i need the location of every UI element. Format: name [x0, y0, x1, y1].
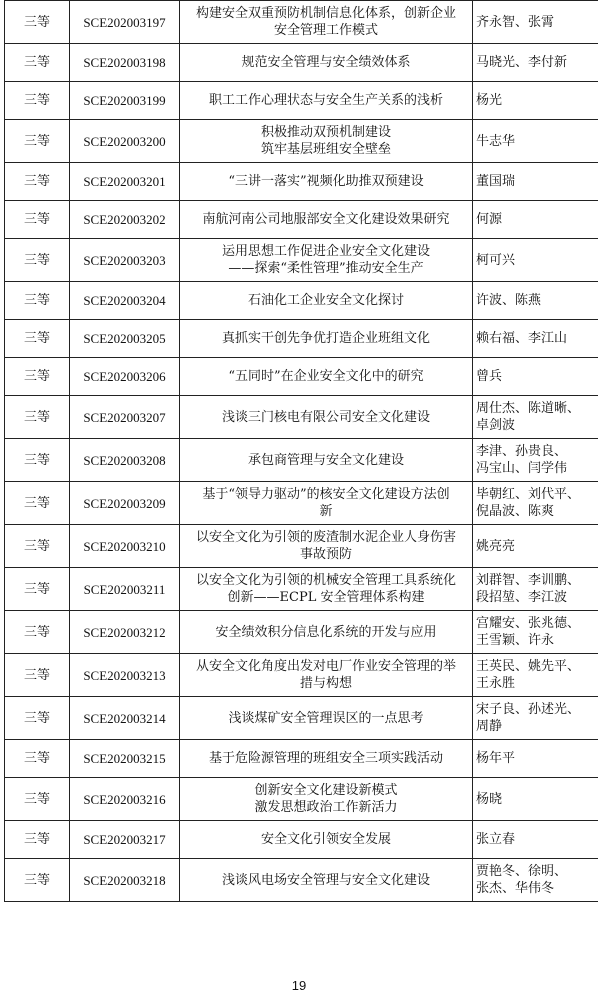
paper-title-cell — [180, 201, 473, 239]
entry-number-cell: SCE202003215 — [70, 740, 180, 778]
award-grade-cell: 三等 — [5, 358, 70, 396]
table-row — [5, 568, 598, 611]
entry-number-cell: SCE202003207 — [70, 396, 180, 439]
paper-title-cell — [180, 396, 473, 439]
title-line: 措与构想 — [299, 676, 352, 691]
authors-cell — [473, 525, 598, 568]
table-row — [5, 525, 598, 568]
table-row — [5, 396, 598, 439]
table-row — [5, 778, 598, 821]
authors-line: 宫耀安、张兆德、 — [476, 616, 581, 631]
paper-title-cell — [180, 239, 473, 282]
title-line: 新 — [319, 504, 333, 519]
table-row — [5, 320, 598, 358]
page-number: 19 — [291, 978, 307, 993]
title-line: “三讲一落实”视频化助推双预建设 — [228, 174, 424, 189]
award-grade-cell: 三等 — [5, 740, 70, 778]
paper-title-cell — [180, 358, 473, 396]
authors-line: 杨光 — [476, 93, 503, 108]
authors-cell — [473, 82, 598, 120]
paper-title-cell — [180, 740, 473, 778]
authors-line: 何源 — [476, 212, 503, 227]
authors-line: 周仕杰、陈道晰、 — [476, 401, 581, 416]
authors-line: 牛志华 — [476, 133, 516, 149]
table-row — [5, 482, 598, 525]
authors-cell — [473, 163, 598, 201]
authors-line: 贾艳冬、徐明、 — [476, 864, 568, 879]
awards-table — [4, 0, 598, 902]
title-line: 基于危险源管理的班组安全三项实践活动 — [208, 751, 443, 766]
table-row — [5, 439, 598, 482]
title-line: 安全管理工作模式 — [273, 23, 378, 38]
award-grade-cell: 三等 — [5, 482, 70, 525]
authors-cell — [473, 120, 598, 163]
entry-number-cell: SCE202003212 — [70, 611, 180, 654]
award-grade-cell: 三等 — [5, 1, 70, 44]
paper-title-cell — [180, 654, 473, 697]
title-line: 浅谈风电场安全管理与安全文化建设 — [221, 872, 430, 888]
entry-number-cell: SCE202003213 — [70, 654, 180, 697]
title-line: 安全文化引领安全发展 — [260, 832, 391, 847]
title-line: 基于“领导力驱动”的核安全文化建设方法创 — [202, 487, 450, 502]
paper-title-cell — [180, 821, 473, 859]
title-line: 浅谈煤矿安全管理误区的一点思考 — [228, 710, 424, 726]
title-line: 职工工作心理状态与安全生产关系的浅析 — [208, 93, 443, 108]
paper-title-cell — [180, 697, 473, 740]
title-line: ——探索“柔性管理”推动安全生产 — [228, 261, 424, 276]
authors-line: 毕朝红、刘代平、 — [476, 487, 581, 502]
entry-number-cell: SCE202003197 — [70, 1, 180, 44]
authors-cell — [473, 611, 598, 654]
entry-number-cell: SCE202003216 — [70, 778, 180, 821]
authors-cell — [473, 439, 598, 482]
paper-title-cell — [180, 859, 473, 902]
authors-cell — [473, 859, 598, 902]
title-line: 以安全文化为引领的机械安全管理工具系统化 — [195, 573, 456, 588]
title-line: 构建安全双重预防机制信息化体系，创新企业 — [195, 6, 456, 21]
table-row — [5, 282, 598, 320]
table-row — [5, 859, 598, 902]
authors-cell — [473, 282, 598, 320]
title-line: 从安全文化角度出发对电厂作业安全管理的举 — [195, 659, 456, 674]
award-grade-cell: 三等 — [5, 697, 70, 740]
award-grade-cell: 三等 — [5, 525, 70, 568]
table-row — [5, 44, 598, 82]
paper-title-cell — [180, 778, 473, 821]
authors-line: 宋子良、孙述光、 — [476, 702, 581, 717]
award-grade-cell: 三等 — [5, 120, 70, 163]
authors-line: 倪晶波、陈爽 — [476, 504, 555, 519]
table-row — [5, 654, 598, 697]
authors-cell — [473, 778, 598, 821]
table-row — [5, 82, 598, 120]
authors-line: 齐永智、张霄 — [476, 14, 555, 30]
table-row — [5, 1, 598, 44]
title-line: 南航河南公司地服部安全文化建设效果研究 — [202, 212, 450, 227]
title-line: 以安全文化为引领的废渣制水泥企业人身伤害 — [195, 530, 456, 545]
paper-title-cell — [180, 82, 473, 120]
entry-number-cell: SCE202003206 — [70, 358, 180, 396]
entry-number-cell: SCE202003209 — [70, 482, 180, 525]
entry-number-cell: SCE202003198 — [70, 44, 180, 82]
paper-title-cell — [180, 1, 473, 44]
entry-number-cell: SCE202003210 — [70, 525, 180, 568]
award-grade-cell: 三等 — [5, 239, 70, 282]
title-line: 积极推动双预机制建设 — [260, 125, 391, 140]
authors-cell — [473, 44, 598, 82]
title-line: 创新安全文化建设新模式 — [254, 783, 398, 798]
entry-number-cell: SCE202003218 — [70, 859, 180, 902]
authors-line: 赖右福、李江山 — [476, 331, 568, 346]
table-row — [5, 358, 598, 396]
authors-line: 张立春 — [476, 832, 516, 847]
award-grade-cell: 三等 — [5, 320, 70, 358]
table-row — [5, 120, 598, 163]
award-grade-cell: 三等 — [5, 201, 70, 239]
entry-number-cell: SCE202003203 — [70, 239, 180, 282]
authors-cell — [473, 320, 598, 358]
authors-line: 许波、陈燕 — [476, 293, 542, 308]
entry-number-cell: SCE202003201 — [70, 163, 180, 201]
paper-title-cell — [180, 320, 473, 358]
authors-cell — [473, 568, 598, 611]
authors-cell — [473, 201, 598, 239]
entry-number-cell: SCE202003208 — [70, 439, 180, 482]
table-row — [5, 740, 598, 778]
authors-line: 周静 — [476, 719, 503, 734]
authors-line: 杨晓 — [476, 791, 503, 807]
title-line: 真抓实干创先争优打造企业班组文化 — [221, 331, 430, 346]
authors-line: 马晓光、李付新 — [476, 55, 568, 70]
award-grade-cell: 三等 — [5, 821, 70, 859]
entry-number-cell: SCE202003200 — [70, 120, 180, 163]
paper-title-cell — [180, 282, 473, 320]
paper-title-cell — [180, 482, 473, 525]
award-grade-cell: 三等 — [5, 439, 70, 482]
paper-title-cell — [180, 611, 473, 654]
title-line: 石油化工企业安全文化探讨 — [247, 293, 404, 308]
title-line: 筑牢基层班组安全壁垒 — [260, 142, 391, 157]
authors-line: 段招堃、李江波 — [476, 590, 568, 605]
table-row — [5, 239, 598, 282]
award-grade-cell: 三等 — [5, 396, 70, 439]
award-grade-cell: 三等 — [5, 859, 70, 902]
authors-cell — [473, 821, 598, 859]
title-line: 安全绩效积分信息化系统的开发与应用 — [215, 624, 437, 640]
authors-cell — [473, 740, 598, 778]
table-row — [5, 163, 598, 201]
authors-line: 王英民、姚先平、 — [476, 659, 581, 674]
authors-cell — [473, 697, 598, 740]
award-grade-cell: 三等 — [5, 654, 70, 697]
entry-number-cell: SCE202003202 — [70, 201, 180, 239]
authors-line: 卓剑波 — [476, 418, 516, 433]
title-line: 浅谈三门核电有限公司安全文化建设 — [221, 409, 430, 425]
entry-number-cell: SCE202003217 — [70, 821, 180, 859]
paper-title-cell — [180, 568, 473, 611]
entry-number-cell: SCE202003205 — [70, 320, 180, 358]
paper-title-cell — [180, 44, 473, 82]
paper-title-cell — [180, 120, 473, 163]
entry-number-cell: SCE202003214 — [70, 697, 180, 740]
award-grade-cell: 三等 — [5, 163, 70, 201]
title-line: “五同时”在企业安全文化中的研究 — [228, 369, 424, 384]
paper-title-cell — [180, 525, 473, 568]
authors-line: 冯宝山、闫学伟 — [476, 461, 568, 476]
award-grade-cell: 三等 — [5, 82, 70, 120]
authors-cell — [473, 1, 598, 44]
authors-line: 王永胜 — [476, 676, 516, 691]
title-line: 规范安全管理与安全绩效体系 — [241, 55, 411, 70]
authors-cell — [473, 396, 598, 439]
authors-cell — [473, 239, 598, 282]
authors-line: 曾兵 — [476, 369, 503, 384]
authors-line: 姚亮亮 — [476, 538, 516, 554]
table-row — [5, 611, 598, 654]
paper-title-cell — [180, 439, 473, 482]
authors-cell — [473, 654, 598, 697]
title-line: 创新——ECPL 安全管理体系构建 — [227, 590, 425, 605]
authors-line: 董国瑞 — [476, 174, 516, 189]
authors-line: 李津、孙贵良、 — [476, 444, 568, 459]
authors-line: 刘群智、李训鹏、 — [476, 573, 581, 588]
authors-line: 王雪颖、许永 — [476, 633, 555, 648]
award-grade-cell: 三等 — [5, 778, 70, 821]
table-row — [5, 201, 598, 239]
award-grade-cell: 三等 — [5, 282, 70, 320]
award-grade-cell: 三等 — [5, 44, 70, 82]
authors-line: 张杰、华伟冬 — [476, 881, 555, 896]
authors-cell — [473, 482, 598, 525]
title-line: 运用思想工作促进企业安全文化建设 — [221, 244, 430, 259]
paper-title-cell — [180, 163, 473, 201]
title-line: 事故预防 — [299, 547, 352, 562]
title-line: 承包商管理与安全文化建设 — [247, 452, 404, 468]
award-grade-cell: 三等 — [5, 611, 70, 654]
table-row — [5, 821, 598, 859]
entry-number-cell: SCE202003211 — [70, 568, 180, 611]
authors-line: 柯可兴 — [476, 252, 516, 268]
title-line: 激发思想政治工作新活力 — [254, 800, 398, 815]
award-grade-cell: 三等 — [5, 568, 70, 611]
entry-number-cell: SCE202003199 — [70, 82, 180, 120]
authors-line: 杨年平 — [476, 751, 516, 766]
table-row — [5, 697, 598, 740]
entry-number-cell: SCE202003204 — [70, 282, 180, 320]
authors-cell — [473, 358, 598, 396]
